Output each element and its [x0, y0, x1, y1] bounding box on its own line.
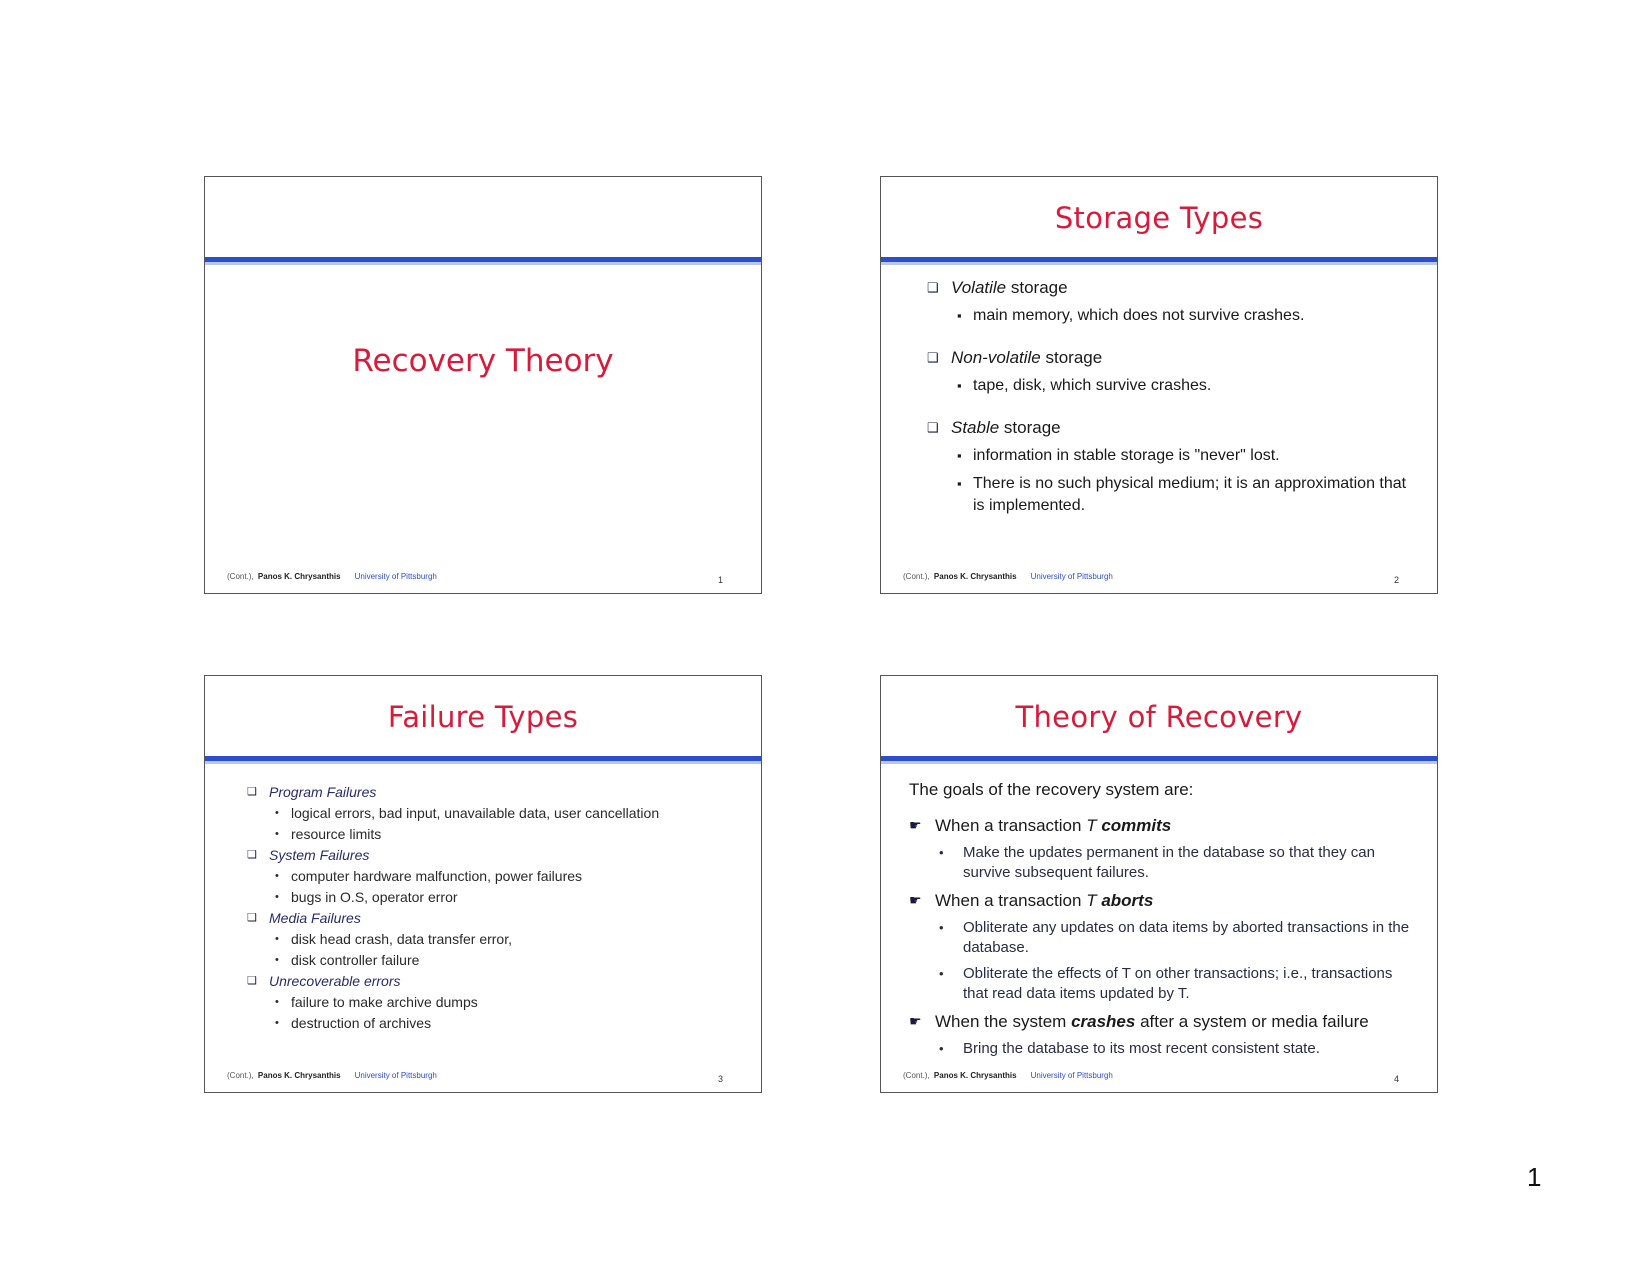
- bullet-text-tail: after a system or media failure: [1135, 1012, 1369, 1031]
- slide-title: Theory of Recovery: [1015, 700, 1303, 734]
- header-rule: [881, 257, 1437, 262]
- sub-bullet-text: destruction of archives: [291, 1015, 432, 1031]
- slide-footer: [227, 1071, 437, 1080]
- footer-copyright: (Cont.),: [903, 572, 932, 581]
- sub-bullet-item: [881, 473, 1437, 517]
- bullet-text: When a transaction: [935, 816, 1087, 835]
- square-bullet-icon: ▪: [957, 476, 962, 491]
- bullet-text: When a transaction: [935, 891, 1087, 910]
- slide-page-number: 3: [717, 1074, 723, 1084]
- square-bullet-icon: ▪: [957, 378, 962, 393]
- slide-page-number: 2: [1393, 575, 1399, 585]
- bullet-item: [881, 889, 1437, 912]
- bullet-text: When the system: [935, 1012, 1072, 1031]
- sub-bullet-item: [205, 866, 761, 887]
- bullet-text: storage: [1006, 278, 1068, 297]
- slide-3: [204, 675, 762, 1093]
- slide-page-number: 1: [717, 575, 723, 585]
- sub-bullet-text: Obliterate the effects of T on other transactions; i.e., transactions that read data items updated by T.: [963, 965, 1393, 1002]
- footer-author: Panos K. Chrysanthis: [933, 1071, 1017, 1080]
- bullet-label: System Failures: [269, 847, 370, 863]
- sub-bullet-item: [881, 305, 1437, 327]
- slide-footer: [227, 572, 437, 581]
- sub-bullet-text: Bring the database to its most recent consistent state.: [963, 1040, 1320, 1057]
- dot-bullet-icon: •: [275, 933, 279, 945]
- sub-bullet-text: disk head crash, data transfer error,: [291, 931, 512, 947]
- bullet-item: [205, 845, 761, 866]
- footer-university: University of Pittsburgh: [354, 1071, 437, 1080]
- sub-bullet-item: [205, 1013, 761, 1034]
- slide-header: [205, 676, 761, 756]
- sub-bullet-item: [205, 992, 761, 1013]
- bullet-label: Media Failures: [269, 910, 361, 926]
- dot-bullet-icon: •: [275, 996, 279, 1008]
- sub-bullet-item: [881, 375, 1437, 397]
- slide-page-number: 4: [1393, 1074, 1399, 1084]
- box-bullet-icon: ❑: [247, 849, 257, 861]
- bullet-emphasis: Non-volatile: [951, 348, 1041, 367]
- header-rule: [881, 756, 1437, 761]
- bullet-label: Unrecoverable errors: [269, 973, 401, 989]
- pointer-hand-icon: ☛: [909, 892, 922, 908]
- dot-bullet-icon: •: [939, 1041, 944, 1056]
- bullet-variable: T: [1086, 891, 1097, 910]
- sub-bullet-text: information in stable storage is "never" lost.: [973, 447, 1280, 464]
- footer-author: Panos K. Chrysanthis: [257, 572, 341, 581]
- bullet-item: [881, 814, 1437, 837]
- footer-copyright: (Cont.),: [903, 1071, 932, 1080]
- sub-bullet-text: logical errors, bad input, unavailable data, user cancellation: [291, 805, 660, 821]
- box-bullet-icon: ❑: [247, 975, 257, 987]
- slide-header: [881, 177, 1437, 257]
- sub-bullet-item: [205, 950, 761, 971]
- slide-intro: The goals of the recovery system are:: [909, 780, 1194, 799]
- sub-bullet-text: disk controller failure: [291, 952, 420, 968]
- box-bullet-icon: ❑: [247, 786, 257, 798]
- slide-header: [881, 676, 1437, 756]
- bullet-item: [881, 347, 1437, 369]
- sub-bullet-item: [205, 803, 761, 824]
- sub-bullet-text: There is no such physical medium; it is an approximation that is implemented.: [973, 475, 1407, 514]
- dot-bullet-icon: •: [275, 1017, 279, 1029]
- sub-bullet-item: [205, 887, 761, 908]
- dot-bullet-icon: •: [275, 828, 279, 840]
- dot-bullet-icon: •: [275, 807, 279, 819]
- square-bullet-icon: ▪: [957, 448, 962, 463]
- sub-bullet-text: bugs in O.S, operator error: [291, 889, 458, 905]
- sub-bullet-item: [881, 445, 1437, 467]
- slide-footer: [903, 1071, 1113, 1080]
- sub-bullet-text: computer hardware malfunction, power failures: [291, 868, 583, 884]
- slide-title: Failure Types: [387, 700, 579, 734]
- dot-bullet-icon: •: [275, 954, 279, 966]
- footer-university: University of Pittsburgh: [1030, 572, 1113, 581]
- sub-bullet-item: [205, 824, 761, 845]
- bullet-label: Program Failures: [269, 784, 377, 800]
- slide-2: [880, 176, 1438, 594]
- bullet-item: [205, 782, 761, 803]
- slide-1: [204, 176, 762, 594]
- sub-bullet-text: resource limits: [291, 826, 382, 842]
- sub-bullet-item: [881, 918, 1437, 958]
- bullet-item: [881, 417, 1437, 439]
- header-rule: [205, 257, 761, 262]
- box-bullet-icon: ❑: [247, 912, 257, 924]
- bullet-variable: T: [1086, 816, 1097, 835]
- document-page-number: 1: [1527, 1162, 1542, 1192]
- box-bullet-icon: ❑: [927, 350, 939, 365]
- footer-copyright: (Cont.),: [227, 1071, 256, 1080]
- sub-bullet-item: [881, 843, 1437, 883]
- sub-bullet-item: [205, 929, 761, 950]
- slide-title: Recovery Theory: [352, 343, 614, 379]
- footer-author: Panos K. Chrysanthis: [257, 1071, 341, 1080]
- dot-bullet-icon: •: [939, 920, 944, 935]
- dot-bullet-icon: •: [275, 870, 279, 882]
- bullet-item: [205, 908, 761, 929]
- footer-copyright: (Cont.),: [227, 572, 256, 581]
- bullet-item: [205, 971, 761, 992]
- footer-university: University of Pittsburgh: [354, 572, 437, 581]
- bullet-item: [881, 1010, 1437, 1033]
- slide-body: [205, 782, 761, 1034]
- sub-bullet-text: failure to make archive dumps: [291, 994, 478, 1010]
- square-bullet-icon: ▪: [957, 308, 962, 323]
- dot-bullet-icon: •: [275, 891, 279, 903]
- footer-university: University of Pittsburgh: [1030, 1071, 1113, 1080]
- pointer-hand-icon: ☛: [909, 1013, 922, 1029]
- slide-body: [881, 277, 1437, 517]
- bullet-strong: commits: [1101, 816, 1172, 835]
- bullet-emphasis: Stable: [951, 418, 1000, 437]
- sub-bullet-text: tape, disk, which survive crashes.: [973, 377, 1212, 394]
- slide-header: [205, 177, 761, 257]
- slide-4: [880, 675, 1438, 1093]
- footer-author: Panos K. Chrysanthis: [933, 572, 1017, 581]
- slide-body: [881, 814, 1437, 1059]
- sub-bullet-item: [881, 964, 1437, 1004]
- dot-bullet-icon: •: [939, 966, 944, 981]
- bullet-strong: crashes: [1071, 1012, 1136, 1031]
- pointer-hand-icon: ☛: [909, 817, 922, 833]
- box-bullet-icon: ❑: [927, 280, 939, 295]
- slide-footer: [903, 572, 1113, 581]
- bullet-text: storage: [1040, 348, 1103, 367]
- bullet-item: [881, 277, 1437, 299]
- sub-bullet-text: Obliterate any updates on data items by aborted transactions in the database.: [963, 919, 1410, 956]
- bullet-text: storage: [999, 418, 1061, 437]
- slide-title: Storage Types: [1054, 201, 1264, 235]
- box-bullet-icon: ❑: [927, 420, 939, 435]
- sub-bullet-item: [881, 1039, 1437, 1059]
- sub-bullet-text: Make the updates permanent in the database so that they can survive subsequent failures.: [963, 844, 1375, 881]
- sub-bullet-text: main memory, which does not survive crashes.: [973, 307, 1305, 324]
- bullet-strong: aborts: [1101, 891, 1154, 910]
- dot-bullet-icon: •: [939, 845, 944, 860]
- bullet-emphasis: Volatile: [951, 278, 1007, 297]
- header-rule: [205, 756, 761, 761]
